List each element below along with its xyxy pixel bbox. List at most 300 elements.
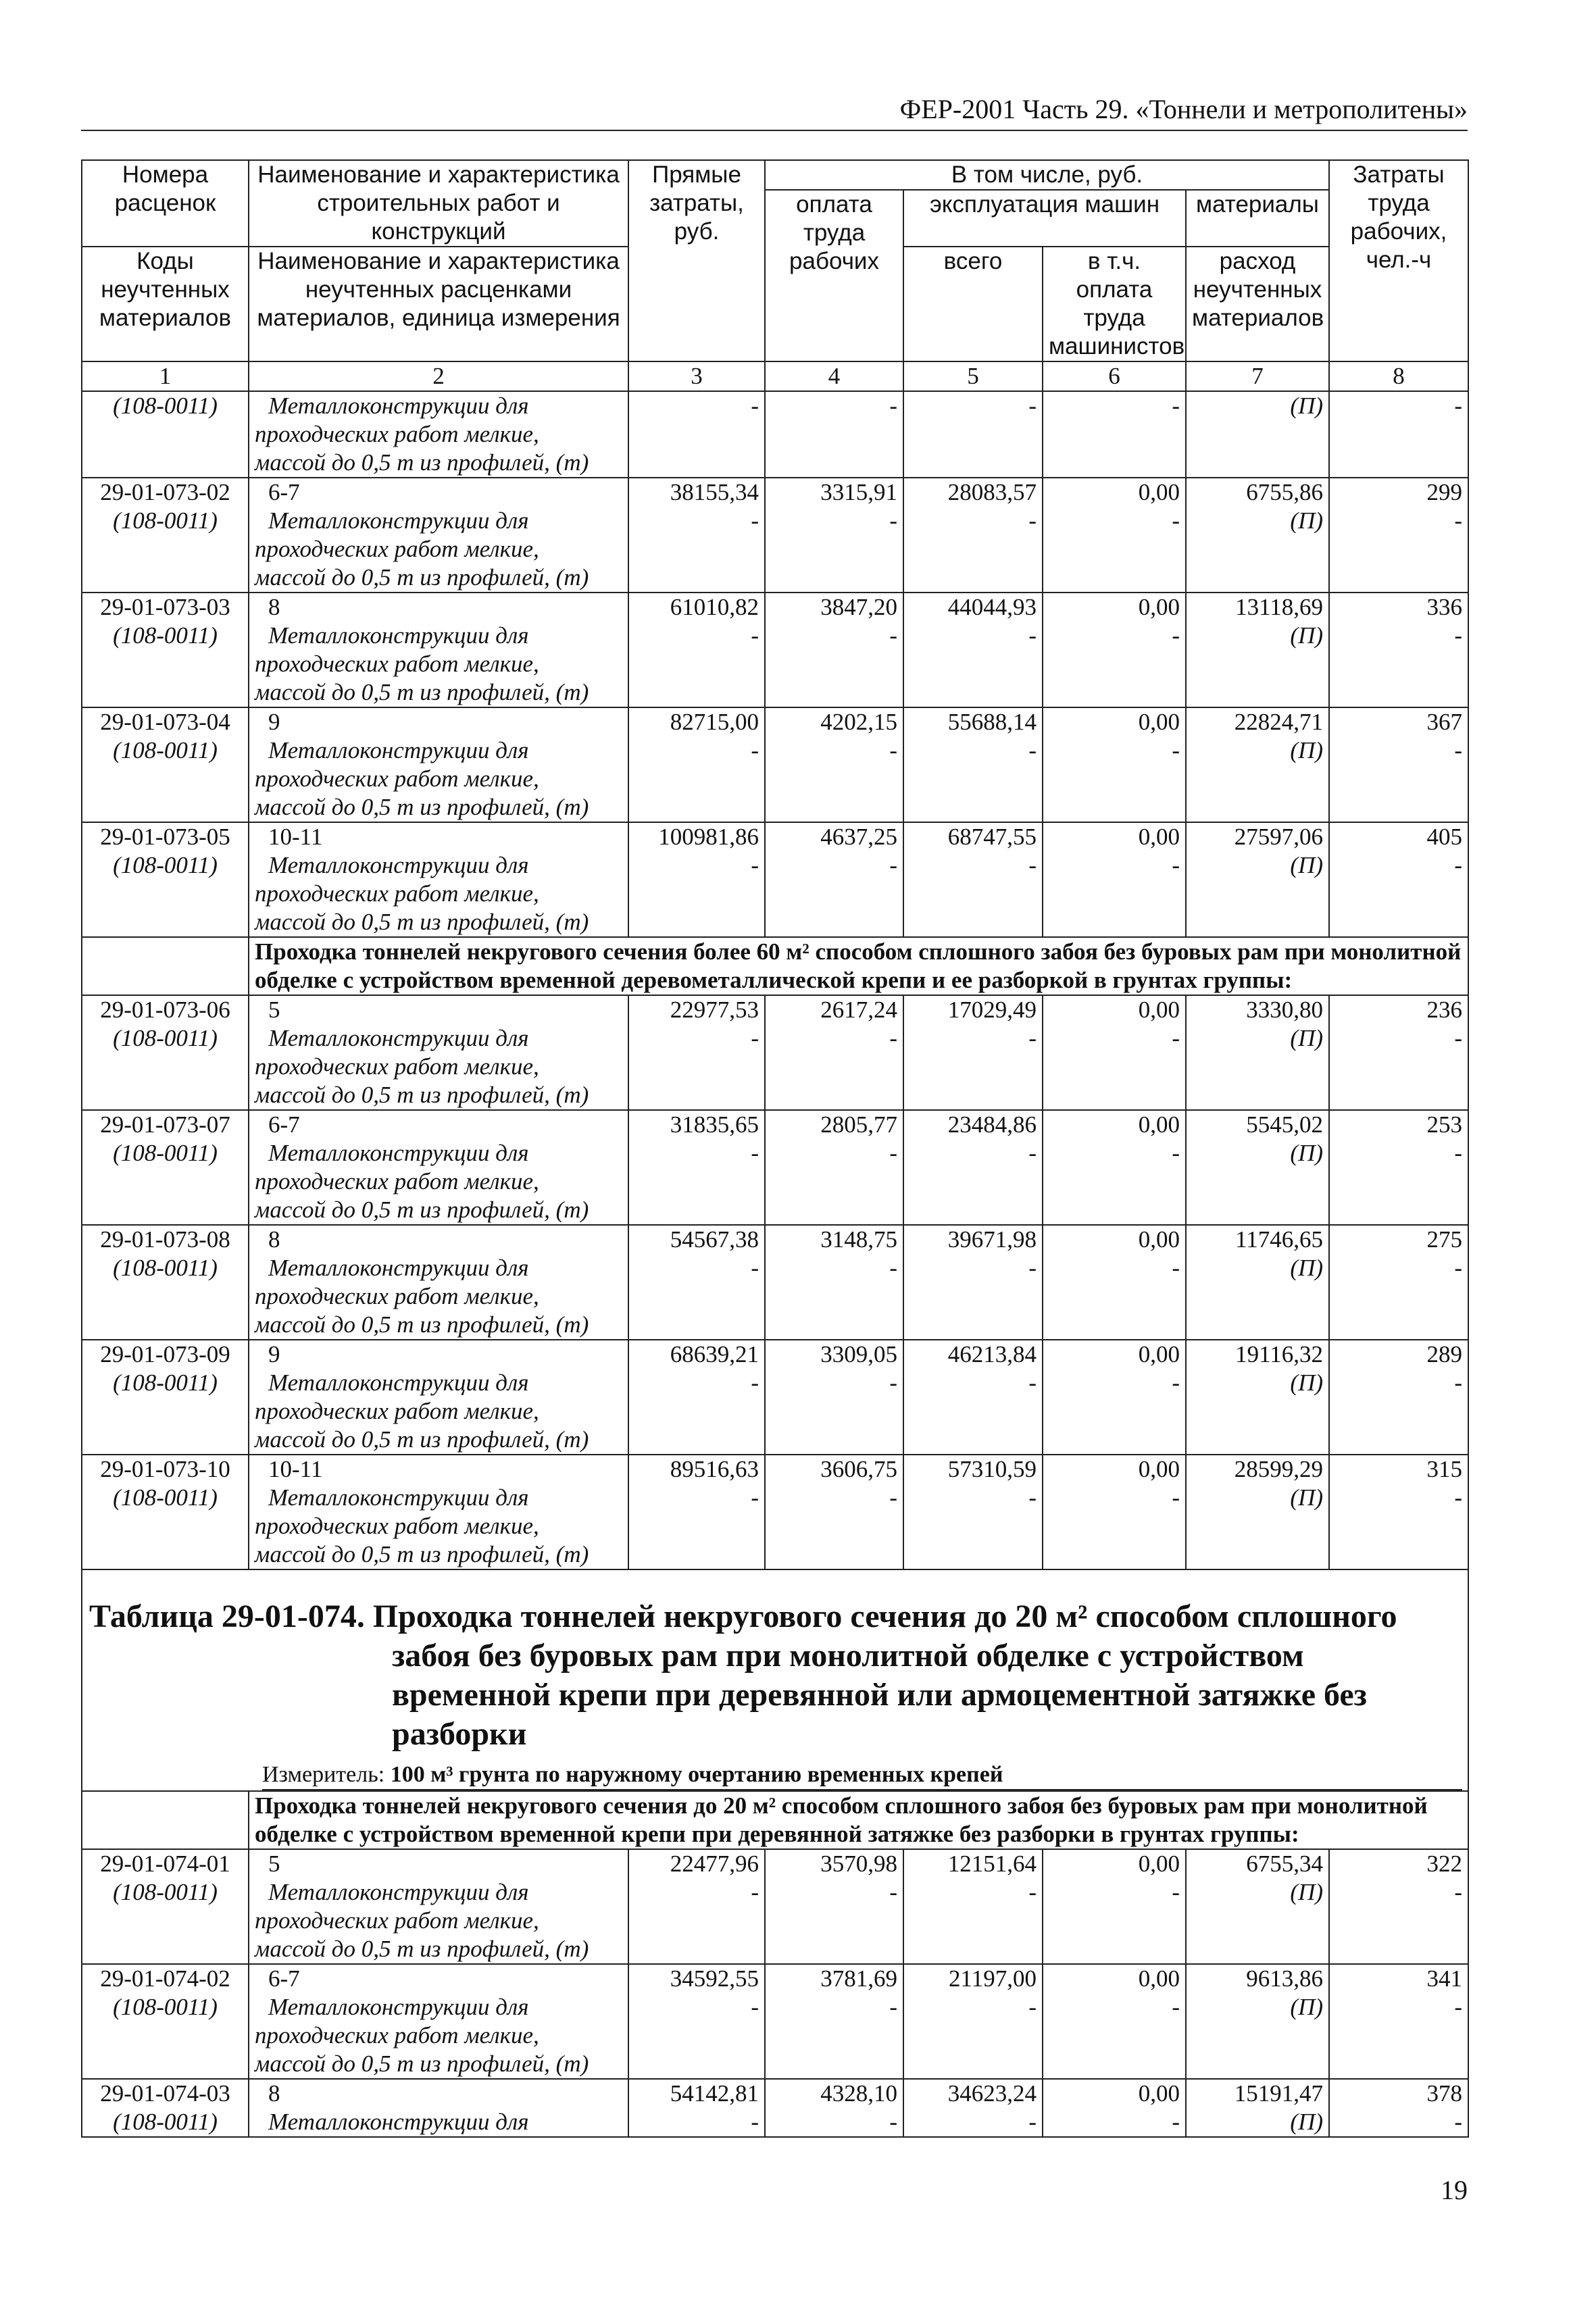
soil-group: 6-7 (268, 1965, 300, 1992)
rate-code: 29-01-073-07 (100, 1111, 230, 1138)
value-cell-mach (903, 822, 1043, 937)
dash: - (751, 2109, 759, 2135)
rate-code-cell (82, 478, 249, 593)
value-cell-mach (903, 707, 1043, 822)
material-code: (108-0011) (113, 393, 218, 419)
value-cell-labor (765, 478, 903, 593)
header-worker-pay: оплата труда рабочих (765, 190, 903, 361)
dash: - (1172, 2109, 1180, 2135)
rate-code: 29-01-074-03 (100, 2080, 230, 2107)
value-cell-mach-labor (1043, 1455, 1186, 1569)
unaccounted-marker: (П) (1290, 1025, 1324, 1051)
header-material-codes: Коды неучтенных материалов (82, 247, 249, 361)
dash: - (1172, 1255, 1180, 1281)
material-name-line: проходческих работ мелкие, (255, 1907, 539, 1934)
value-cell-mach-labor (1043, 1849, 1186, 1964)
value-cell-direct (628, 1964, 765, 2079)
soil-group: 10-11 (268, 1456, 323, 1482)
rate-code: 29-01-073-09 (100, 1341, 230, 1367)
dash: - (889, 852, 897, 878)
direct-value: 61010,82 (670, 594, 759, 620)
rate-code-cell (82, 1340, 249, 1455)
hours-value: 253 (1426, 1111, 1463, 1138)
measure-unit (262, 1761, 1462, 1790)
value-cell-direct (628, 478, 765, 593)
header-machinist-pay: в т.ч. оплата труда машинистов (1043, 247, 1186, 361)
unaccounted-marker: (П) (1290, 1994, 1324, 2020)
header-work-name: Наименование и характеристика строительных работ и конструкций (249, 160, 628, 247)
table-title-body: Проходка тоннелей некругового сечения до 20 м² способом сплошного забоя без буровых рам при монолитной обделке с устройством временной крепи при деревянной или армоцементной затяжке без разборки (372, 1599, 1397, 1752)
value-cell-mach-labor (1043, 1964, 1186, 2079)
measure-value: 100 м³ грунта по наружному очертанию временных крепей (390, 1762, 1003, 1787)
soil-group: 9 (268, 1341, 280, 1367)
material-name-line: проходческих работ мелкие, (255, 651, 539, 677)
table-row (82, 1964, 1468, 2079)
rate-code-cell (82, 822, 249, 937)
value-cell-mach (903, 1455, 1043, 1569)
dash: - (1172, 1369, 1180, 1396)
soil-group: 5 (268, 997, 280, 1023)
material-name-line: проходческих работ мелкие, (255, 1053, 539, 1080)
rate-code: 29-01-073-04 (100, 709, 230, 735)
material-name-line: массой до 0,5 т из профилей, (т) (255, 449, 589, 476)
value-cell-labor (765, 391, 903, 478)
mach-labor-value: 0,00 (1138, 2080, 1180, 2107)
material-name-line: Металлоконструкции для (268, 507, 529, 534)
dash: - (889, 1484, 897, 1511)
material-code: (108-0011) (113, 1994, 218, 2020)
soil-group: 8 (268, 594, 280, 620)
mach-labor-value: 0,00 (1138, 709, 1180, 735)
value-cell-mat (1186, 995, 1329, 1110)
rate-code: 29-01-073-06 (100, 997, 230, 1023)
labor-value: 3847,20 (820, 594, 897, 620)
value-cell-labor (765, 1455, 903, 1569)
direct-value: 54567,38 (670, 1226, 759, 1253)
value-cell-hours (1329, 1110, 1468, 1225)
rate-code-cell (82, 707, 249, 822)
value-cell-mat (1186, 1964, 1329, 2079)
value-cell-direct (628, 1455, 765, 1569)
labor-value: 2805,77 (820, 1111, 897, 1138)
value-cell-mat (1186, 1110, 1329, 1225)
value-cell-mach-labor (1043, 1110, 1186, 1225)
table-row (82, 1225, 1468, 1340)
dash: - (1454, 507, 1463, 534)
header-labor-hours: Затраты труда рабочих, чел.-ч (1329, 160, 1468, 361)
mach-labor-value: 0,00 (1138, 1341, 1180, 1367)
rate-code: 29-01-073-02 (100, 479, 230, 505)
material-name-line: Металлоконструкции для (268, 393, 529, 419)
value-cell-hours (1329, 822, 1468, 937)
value-cell-hours (1329, 593, 1468, 707)
column-number: 5 (903, 361, 1043, 391)
hours-value: 236 (1426, 997, 1463, 1023)
value-cell-mach (903, 2079, 1043, 2137)
mat-value: 28599,29 (1234, 1456, 1324, 1482)
unaccounted-marker: (П) (1290, 393, 1324, 419)
dash: - (751, 393, 759, 419)
value-cell-mach (903, 1110, 1043, 1225)
dash: - (1454, 622, 1463, 649)
material-name-line: массой до 0,5 т из профилей, (т) (255, 909, 589, 935)
mach-value: 57310,59 (947, 1456, 1037, 1482)
dash: - (889, 507, 897, 534)
value-cell-mat (1186, 1849, 1329, 1964)
labor-value: 3309,05 (820, 1341, 897, 1367)
dash: - (751, 852, 759, 878)
rate-code: 29-01-073-10 (100, 1456, 230, 1482)
header-material-usage: расход неучтенных материалов (1186, 247, 1329, 361)
soil-group: 9 (268, 709, 280, 735)
mach-labor-value: 0,00 (1138, 824, 1180, 850)
material-name-line: Металлоконструкции для (268, 1484, 529, 1511)
dash: - (889, 1255, 897, 1281)
rate-code-cell (82, 995, 249, 1110)
material-name-line: Металлоконструкции для (268, 2109, 529, 2135)
mach-value: 34623,24 (947, 2080, 1037, 2107)
description-cell (249, 1340, 628, 1455)
rate-code: 29-01-073-05 (100, 824, 230, 850)
column-number: 2 (249, 361, 628, 391)
value-cell-mat (1186, 822, 1329, 937)
soil-group: 5 (268, 1851, 280, 1877)
mach-labor-value: 0,00 (1138, 1851, 1180, 1877)
material-name-line: Металлоконструкции для (268, 737, 529, 763)
value-cell-mach-labor (1043, 707, 1186, 822)
value-cell-mach-labor (1043, 995, 1186, 1110)
value-cell-mach (903, 391, 1043, 478)
value-cell-mach-labor (1043, 593, 1186, 707)
page-number: 19 (1441, 2175, 1468, 2205)
value-cell-hours (1329, 2079, 1468, 2137)
direct-value: 89516,63 (670, 1456, 759, 1482)
value-cell-labor (765, 822, 903, 937)
hours-value: 322 (1426, 1851, 1463, 1877)
mach-value: 44044,93 (947, 594, 1037, 620)
dash: - (1454, 1994, 1463, 2020)
value-cell-mach-labor (1043, 478, 1186, 593)
mat-value: 5545,02 (1246, 1111, 1324, 1138)
material-name-line: массой до 0,5 т из профилей, (т) (255, 679, 589, 705)
direct-value: 54142,81 (670, 2080, 759, 2107)
value-cell-direct (628, 2079, 765, 2137)
value-cell-mat (1186, 391, 1329, 478)
value-cell-labor (765, 1849, 903, 1964)
mach-value: 23484,86 (947, 1111, 1037, 1138)
table-row (82, 707, 1468, 822)
material-name-line: проходческих работ мелкие, (255, 880, 539, 907)
dash: - (751, 1879, 759, 1905)
dash: - (1028, 737, 1037, 763)
value-cell-hours (1329, 478, 1468, 593)
rate-code-cell (82, 1849, 249, 1964)
rate-code: 29-01-073-03 (100, 594, 230, 620)
unaccounted-marker: (П) (1290, 1140, 1324, 1166)
material-name-line: Металлоконструкции для (268, 852, 529, 878)
unaccounted-marker: (П) (1290, 852, 1324, 878)
mat-value: 27597,06 (1234, 824, 1324, 850)
material-code: (108-0011) (113, 1255, 218, 1281)
mat-value: 6755,86 (1246, 479, 1324, 505)
material-code: (108-0011) (113, 852, 218, 878)
dash: - (889, 1879, 897, 1905)
unaccounted-marker: (П) (1290, 507, 1324, 534)
running-head: ФЕР-2001 Часть 29. «Тоннели и метрополитены» (899, 94, 1468, 124)
material-name-line: проходческих работ мелкие, (255, 1168, 539, 1194)
dash: - (1028, 1994, 1037, 2020)
material-name-line: проходческих работ мелкие, (255, 765, 539, 792)
dash: - (1454, 2109, 1463, 2135)
header-rate-numbers: Номера расценок (82, 160, 249, 247)
description-cell (249, 2079, 628, 2137)
material-code: (108-0011) (113, 1369, 218, 1396)
column-number: 6 (1043, 361, 1186, 391)
dash: - (889, 2109, 897, 2135)
value-cell-hours (1329, 1340, 1468, 1455)
value-cell-direct (628, 822, 765, 937)
table-row (82, 1849, 1468, 1964)
value-cell-mat (1186, 478, 1329, 593)
dash: - (1028, 1879, 1037, 1905)
dash: - (1028, 1255, 1037, 1281)
value-cell-labor (765, 707, 903, 822)
hours-value: 336 (1426, 594, 1463, 620)
value-cell-labor (765, 1110, 903, 1225)
soil-group: 8 (268, 1226, 280, 1253)
dash: - (1172, 1140, 1180, 1166)
material-name-line: массой до 0,5 т из профилей, (т) (255, 1426, 589, 1453)
rate-code-cell (82, 391, 249, 478)
dash: - (1028, 852, 1037, 878)
dash: - (1454, 1484, 1463, 1511)
mat-value: 6755,34 (1246, 1851, 1324, 1877)
dash: - (1454, 737, 1463, 763)
mach-value: 28083,57 (947, 479, 1037, 505)
material-name-line: проходческих работ мелкие, (255, 1283, 539, 1309)
material-name-line: проходческих работ мелкие, (255, 421, 539, 447)
value-cell-direct (628, 593, 765, 707)
mat-value: 13118,69 (1235, 594, 1324, 620)
mach-value: 12151,64 (947, 1851, 1037, 1877)
value-cell-direct (628, 391, 765, 478)
value-cell-mat (1186, 593, 1329, 707)
material-name-line: проходческих работ мелкие, (255, 2022, 539, 2048)
material-name-line: массой до 0,5 т из профилей, (т) (255, 1311, 589, 1338)
table-title-cell (82, 1569, 1468, 1791)
rate-code-cell (82, 1455, 249, 1569)
value-cell-labor (765, 1225, 903, 1340)
mat-value: 11746,65 (1235, 1226, 1324, 1253)
mat-value: 15191,47 (1234, 2080, 1324, 2107)
dash: - (1028, 393, 1037, 419)
labor-value: 3570,98 (820, 1851, 897, 1877)
dash: - (1454, 1369, 1463, 1396)
dash: - (1454, 852, 1463, 878)
unaccounted-marker: (П) (1290, 1255, 1324, 1281)
description-cell (249, 1964, 628, 2079)
direct-value: 22977,53 (670, 997, 759, 1023)
value-cell-labor (765, 1964, 903, 2079)
material-name-line: массой до 0,5 т из профилей, (т) (255, 1541, 589, 1567)
value-cell-mach (903, 593, 1043, 707)
hours-value: 289 (1426, 1341, 1463, 1367)
column-number: 7 (1186, 361, 1329, 391)
table-row (82, 1340, 1468, 1455)
dash: - (751, 1484, 759, 1511)
dash: - (889, 1369, 897, 1396)
description-cell (249, 1455, 628, 1569)
value-cell-mat (1186, 1225, 1329, 1340)
dash: - (1028, 1484, 1037, 1511)
material-name-line: массой до 0,5 т из профилей, (т) (255, 1936, 589, 1962)
value-cell-hours (1329, 1225, 1468, 1340)
description-cell (249, 1849, 628, 1964)
dash: - (1172, 393, 1180, 419)
labor-value: 4202,15 (820, 709, 897, 735)
value-cell-direct (628, 1225, 765, 1340)
table-number: Таблица 29-01-074. (89, 1599, 365, 1634)
mach-labor-value: 0,00 (1138, 1965, 1180, 1992)
column-numbers-row (82, 361, 1468, 391)
dash: - (1454, 1140, 1463, 1166)
unaccounted-marker: (П) (1290, 737, 1324, 763)
unaccounted-marker: (П) (1290, 2109, 1324, 2135)
header-machines-total: всего (903, 247, 1043, 361)
value-cell-mat (1186, 2079, 1329, 2137)
value-cell-hours (1329, 1849, 1468, 1964)
value-cell-labor (765, 593, 903, 707)
rate-code-cell (82, 2079, 249, 2137)
table-title-text (88, 1597, 1462, 1754)
soil-group: 10-11 (268, 824, 323, 850)
direct-value: 82715,00 (670, 709, 759, 735)
dash: - (751, 1025, 759, 1051)
labor-value: 2617,24 (820, 997, 897, 1023)
dash: - (889, 1025, 897, 1051)
direct-value: 34592,55 (670, 1965, 759, 1992)
soil-group: 6-7 (268, 479, 300, 505)
material-code: (108-0011) (113, 737, 218, 763)
value-cell-direct (628, 1849, 765, 1964)
header-direct-costs: Прямые затраты, руб. (628, 160, 765, 361)
material-name-line: массой до 0,5 т из профилей, (т) (255, 2051, 589, 2077)
direct-value: 22477,96 (670, 1851, 759, 1877)
labor-value: 4637,25 (820, 824, 897, 850)
rate-code: 29-01-073-08 (100, 1226, 230, 1253)
mat-value: 9613,86 (1246, 1965, 1324, 1992)
column-number: 8 (1329, 361, 1468, 391)
description-cell (249, 995, 628, 1110)
material-name-line: Металлоконструкции для (268, 1369, 529, 1396)
value-cell-mach-labor (1043, 391, 1186, 478)
mach-value: 17029,49 (947, 997, 1037, 1023)
table-row (82, 822, 1468, 937)
labor-value: 3315,91 (820, 479, 897, 505)
value-cell-mach (903, 995, 1043, 1110)
table-title (88, 1570, 1462, 1754)
dash: - (889, 1994, 897, 2020)
material-name-line: проходческих работ мелкие, (255, 536, 539, 562)
dash: - (1028, 507, 1037, 534)
description-cell (249, 478, 628, 593)
unaccounted-marker: (П) (1290, 1879, 1324, 1905)
value-cell-direct (628, 1340, 765, 1455)
labor-value: 3606,75 (820, 1456, 897, 1482)
material-name-line: Металлоконструкции для (268, 1025, 529, 1051)
mach-labor-value: 0,00 (1138, 1456, 1180, 1482)
table-row (82, 478, 1468, 593)
rates-table (81, 159, 1469, 2138)
dash: - (751, 1994, 759, 2020)
material-name-line: Металлоконструкции для (268, 622, 529, 649)
material-name-line: проходческих работ мелкие, (255, 1398, 539, 1424)
value-cell-hours (1329, 995, 1468, 1110)
table-row (82, 593, 1468, 707)
value-cell-direct (628, 1110, 765, 1225)
mach-labor-value: 0,00 (1138, 997, 1180, 1023)
material-code: (108-0011) (113, 1484, 218, 1511)
direct-value: 68639,21 (670, 1341, 759, 1367)
unaccounted-marker: (П) (1290, 1369, 1324, 1396)
section-heading-row (82, 1791, 1468, 1849)
value-cell-mach (903, 478, 1043, 593)
dash: - (1028, 622, 1037, 649)
dash: - (1172, 1994, 1180, 2020)
mat-value: 19116,32 (1235, 1341, 1324, 1367)
dash: - (1454, 1879, 1463, 1905)
mat-value: 22824,71 (1234, 709, 1324, 735)
value-cell-mach (903, 1849, 1043, 1964)
dash: - (889, 737, 897, 763)
dash: - (1028, 2109, 1037, 2135)
mat-value: 3330,80 (1246, 997, 1324, 1023)
value-cell-mat (1186, 707, 1329, 822)
description-cell (249, 391, 628, 478)
description-cell (249, 822, 628, 937)
rate-code: 29-01-074-01 (100, 1851, 230, 1877)
direct-value: 38155,34 (670, 479, 759, 505)
measure-label: Измеритель: (262, 1762, 385, 1787)
value-cell-mach (903, 1964, 1043, 2079)
dash: - (889, 622, 897, 649)
dash: - (889, 393, 897, 419)
value-cell-mach (903, 1340, 1043, 1455)
hours-value: 275 (1426, 1226, 1463, 1253)
value-cell-labor (765, 995, 903, 1110)
value-cell-hours (1329, 707, 1468, 822)
mach-labor-value: 0,00 (1138, 594, 1180, 620)
hours-value: 378 (1426, 2080, 1463, 2107)
value-cell-hours (1329, 1964, 1468, 2079)
table-row (82, 1110, 1468, 1225)
mach-labor-value: 0,00 (1138, 1111, 1180, 1138)
value-cell-mach-labor (1043, 1340, 1186, 1455)
dash: - (1172, 852, 1180, 878)
column-number: 4 (765, 361, 903, 391)
value-cell-mach-labor (1043, 1225, 1186, 1340)
unaccounted-marker: (П) (1290, 622, 1324, 649)
dash: - (751, 737, 759, 763)
table-title-row (82, 1569, 1468, 1791)
section-heading: Проходка тоннелей некругового сечения более 60 м² способом сплошного забоя без буровых рам при монолитной обделке с устройством временной деревометаллической крепи и ее разборкой в грунтах группы: (249, 937, 1468, 995)
mach-value: 55688,14 (947, 709, 1037, 735)
material-name-line: массой до 0,5 т из профилей, (т) (255, 564, 589, 590)
soil-group: 8 (268, 2080, 280, 2107)
description-cell (249, 707, 628, 822)
value-cell-direct (628, 707, 765, 822)
section-heading: Проходка тоннелей некругового сечения до 20 м² способом сплошного забоя без буровых рам при монолитной обделке с устройством временной крепи при деревянной затяжке без разборки в грунтах группы: (249, 1791, 1468, 1849)
